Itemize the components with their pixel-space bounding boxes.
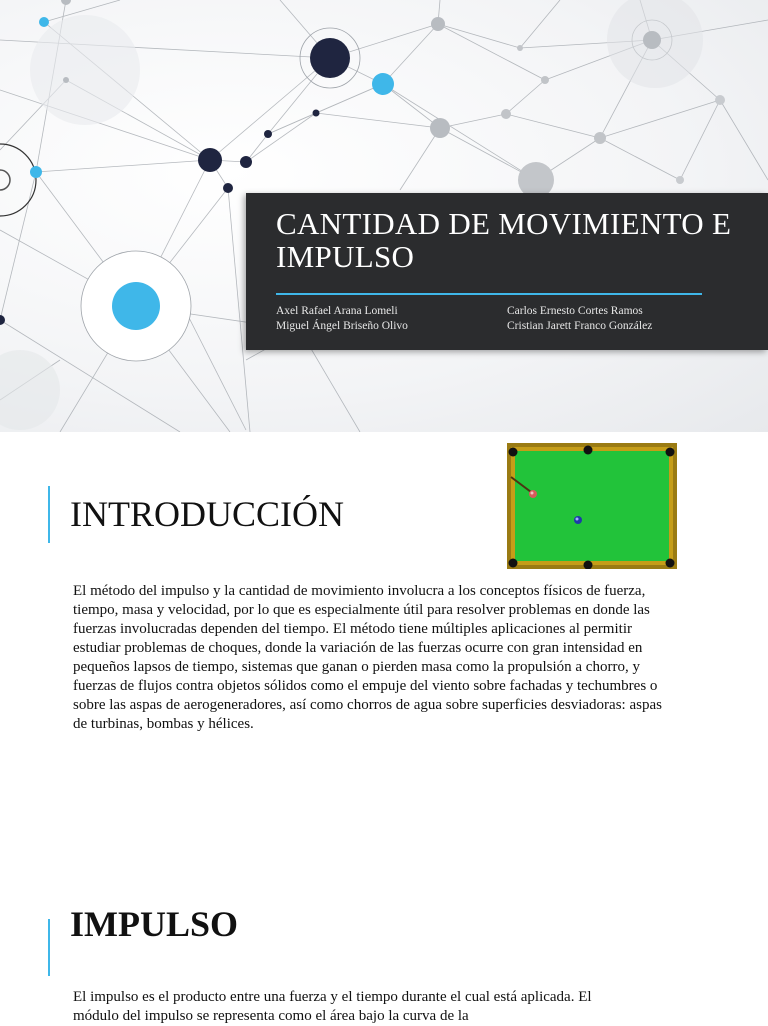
heading-accent-bar [48, 919, 50, 976]
author-name: Miguel Ángel Briseño Olivo [276, 320, 408, 332]
author-name: Carlos Ernesto Cortes Ramos [507, 305, 643, 317]
section-heading: IMPULSO [70, 904, 239, 944]
presentation-title: CANTIDAD DE MOVIMIENTO E IMPULSO [276, 206, 732, 274]
cover-slide [0, 0, 768, 432]
impulso-slide [0, 864, 768, 1024]
author-name: Cristian Jarett Franco González [507, 320, 653, 332]
title-box [246, 193, 768, 350]
introduction-paragraph: El método del impulso y la cantidad de movimiento involucra a los conceptos físicos de fuerza, tiempo, masa y velocidad, por lo que es especialmente útil para resolver problemas en donde las fuerzas involucradas dependen del tiempo. El método tiene múltiples aplicaciones al permitir estudiar problemas de choques, donde la variación de las fuerzas ocurre con gran intensidad en pequeños lapsos de tiempo, sistemas que ganan o pierden masa como la propulsión a chorro, y fuerzas de flujos contra objetos sólidos como el empuje del viento sobre fachadas y techumbres o sobre las aspas de aerogeneradores, así como chorros de agua sobre superficies desviadoras: aspas de turbinas, bombas y hélices. [73, 583, 662, 732]
section-heading: INTRODUCCIÓN [70, 494, 344, 534]
title-divider [276, 293, 702, 295]
author-name: Axel Rafael Arana Lomeli [276, 305, 398, 317]
introduction-slide [0, 432, 768, 864]
billiard-table-image [507, 443, 677, 569]
heading-accent-bar [48, 486, 50, 543]
impulso-paragraph: El impulso es el producto entre una fuerza y el tiempo durante el cual está aplicada. El módulo del impulso se representa como el área bajo la curva de la [73, 989, 592, 1024]
